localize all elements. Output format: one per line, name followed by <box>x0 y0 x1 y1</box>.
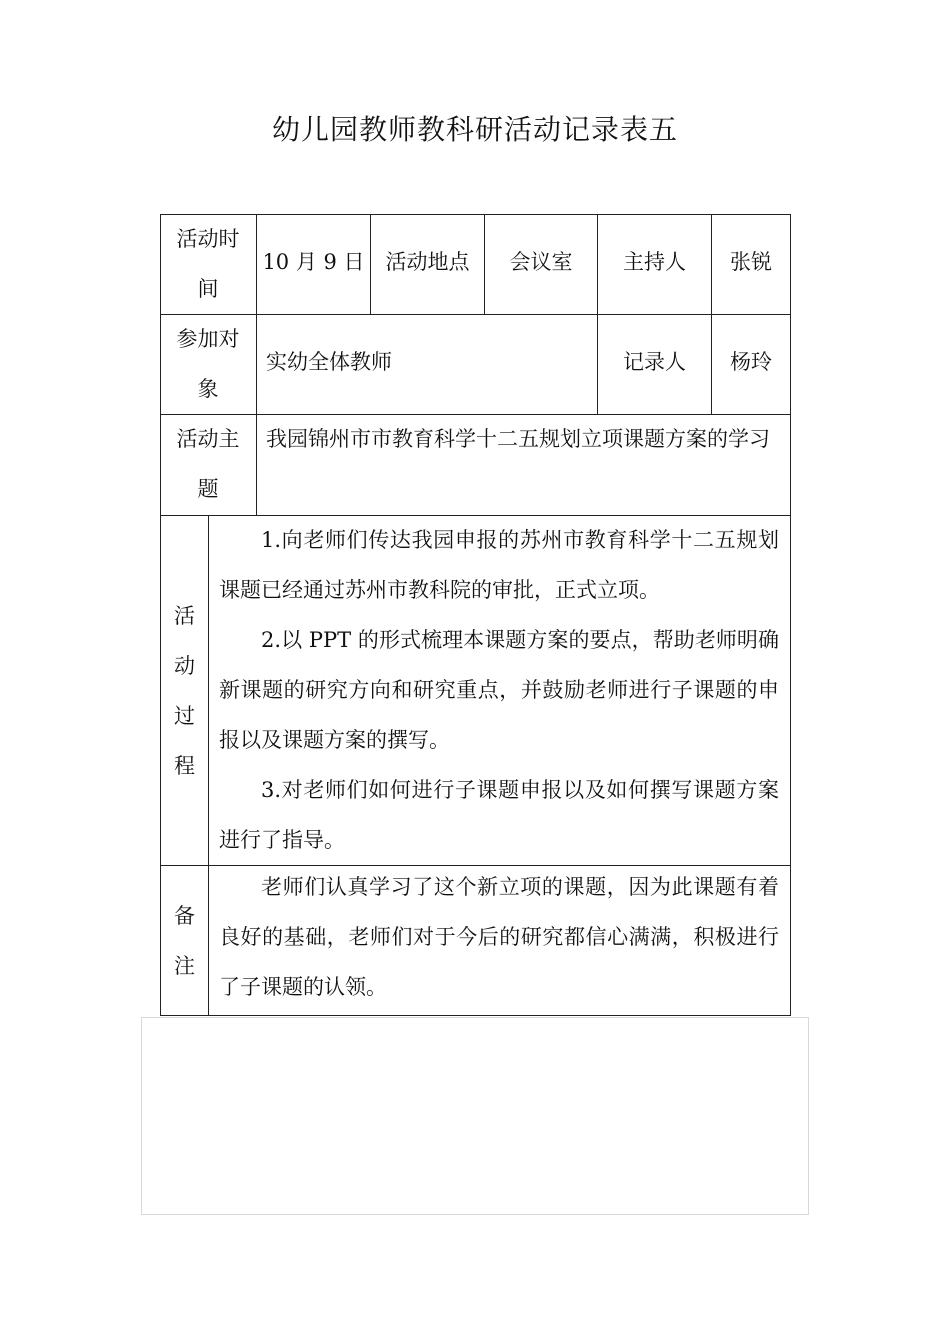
place-label: 活动地点 <box>385 250 470 274</box>
blank-area <box>141 1017 809 1215</box>
time-value: 10 月 9 日 <box>262 250 365 274</box>
recorder-value: 杨玲 <box>730 350 772 374</box>
remarks-label-cell <box>161 866 208 1015</box>
process-item-3: 3.对老师们如何进行子课题申报以及如何撰写课题方案进行了指导。 <box>219 778 779 852</box>
process-label: 活动过程 <box>174 603 195 778</box>
place-value: 会议室 <box>509 250 573 274</box>
time-label: 活动时间 <box>176 227 240 301</box>
host-label: 主持人 <box>623 250 686 274</box>
process-label-cell <box>161 516 208 865</box>
participants-value: 实幼全体教师 <box>266 350 392 374</box>
process-item-2: 2.以 PPT 的形式梳理本课题方案的要点，帮助老师明确新课题的研究方向和研究重点，并鼓励老师进行子课题的申报以及课题方案的撰写。 <box>219 628 779 752</box>
remarks-content <box>219 862 779 1012</box>
page-title: 幼儿园教师教科研活动记录表五 <box>271 113 678 146</box>
theme-label: 活动主题 <box>176 427 240 501</box>
process-content <box>219 515 779 865</box>
table-border-right <box>790 214 791 1016</box>
remarks-text: 老师们认真学习了这个新立项的课题，因为此课题有着良好的基础，老师们对于今后的研究都信心满满，积极进行了子课题的认领。 <box>219 875 779 999</box>
theme-value: 我园锦州市市教育科学十二五规划立项课题方案的学习 <box>266 427 770 451</box>
host-value: 张锐 <box>730 250 772 274</box>
col-divider <box>208 515 209 1015</box>
remarks-label: 备注 <box>174 903 195 978</box>
table-border-bottom <box>160 1015 791 1016</box>
process-item-1: 1.向老师们传达我园申报的苏州市教育科学十二五规划课题已经通过苏州市教科院的审批，正式立项。 <box>219 528 779 602</box>
recorder-label: 记录人 <box>623 350 686 374</box>
participants-label: 参加对象 <box>176 327 240 401</box>
